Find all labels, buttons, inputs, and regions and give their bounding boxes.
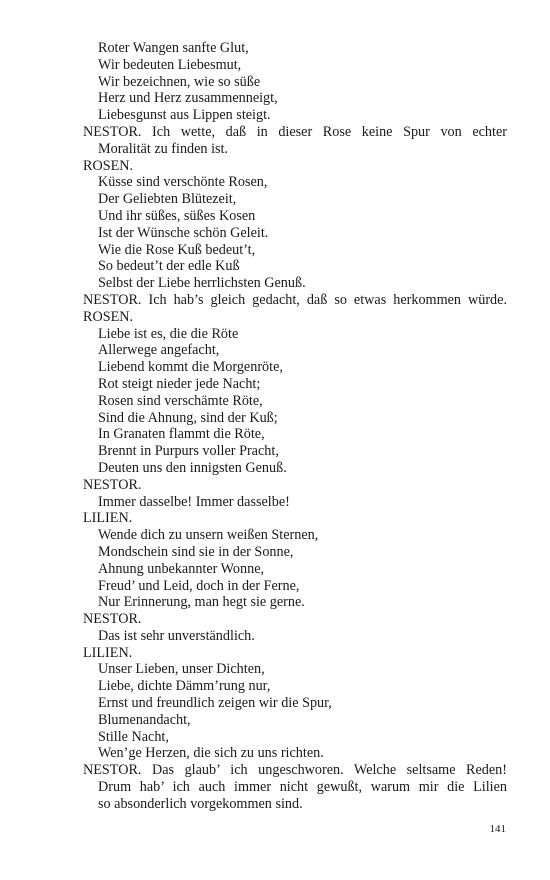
- text-line: NESTOR. Ich hab’s gleich gedacht, daß so etwas herkommen würde.: [83, 291, 507, 308]
- text-line: Wende dich zu unsern weißen Sternen,: [98, 527, 319, 544]
- text-line: Herz und Herz zusammenneigt,: [98, 90, 278, 107]
- text-line: ROSEN.: [83, 308, 134, 325]
- text-line: Freud’ und Leid, doch in der Ferne,: [98, 577, 300, 594]
- text-line: LILIEN.: [83, 644, 133, 661]
- text-line: Mondschein sind sie in der Sonne,: [98, 543, 294, 560]
- text-line: Das ist sehr unverständlich.: [98, 627, 255, 644]
- page-number: 141: [489, 823, 506, 835]
- text-line: Deuten uns den innigsten Genuß.: [98, 459, 287, 476]
- text-line: Küsse sind verschönte Rosen,: [98, 174, 268, 191]
- text-line: Ahnung unbekannter Wonne,: [98, 560, 265, 577]
- text-line: LILIEN.: [83, 510, 133, 527]
- text-line: So bedeut’t der edle Kuß: [98, 258, 240, 275]
- text-line: NESTOR.: [83, 476, 142, 493]
- text-line: Wir bezeichnen, wie so süße: [98, 73, 261, 90]
- text-line: Stille Nacht,: [98, 728, 169, 745]
- text-line: Rot steigt nieder jede Nacht;: [98, 375, 261, 392]
- text-line: Sind die Ahnung, sind der Kuß;: [98, 409, 278, 426]
- text-line: Immer dasselbe! Immer dasselbe!: [98, 493, 290, 510]
- text-line: Nur Erinnerung, man hegt sie gerne.: [98, 594, 305, 611]
- text-line: Ist der Wünsche schön Geleit.: [98, 224, 269, 241]
- text-line: Roter Wangen sanfte Glut,: [98, 40, 249, 56]
- text-line: Liebend kommt die Morgenröte,: [98, 359, 283, 376]
- text-line: Selbst der Liebe herrlichsten Genuß.: [98, 275, 306, 292]
- text-line: Rosen sind verschämte Röte,: [98, 392, 263, 409]
- text-line: Drum hab’ ich auch immer nicht gewußt, warum mir die Lilien: [98, 779, 507, 796]
- text-line: NESTOR.: [83, 611, 142, 628]
- text-line: Blumenandacht,: [98, 711, 191, 728]
- text-line: Allerwege angefacht,: [98, 342, 220, 359]
- text-line: Und ihr süßes, süßes Kosen: [98, 207, 256, 224]
- text-line: Wen’ge Herzen, die sich zu uns richten.: [98, 745, 324, 762]
- text-line: Liebesgunst aus Lippen steigt.: [98, 107, 271, 124]
- text-line: ROSEN.: [83, 157, 134, 174]
- text-line: Der Geliebten Blütezeit,: [98, 191, 237, 208]
- text-line: Moralität zu finden ist.: [98, 140, 229, 157]
- text-line: Liebe ist es, die die Röte: [98, 325, 239, 342]
- text-line: NESTOR. Ich wette, daß in dieser Rose keine Spur von echter: [83, 123, 507, 140]
- text-line: NESTOR. Das glaub’ ich ungeschworen. Welche seltsame Reden!: [83, 762, 507, 779]
- text-line: Wir bedeuten Liebesmut,: [98, 56, 242, 73]
- text-line: so absonderlich vorgekommen sind.: [98, 795, 303, 812]
- text-line: Wie die Rose Kuß bedeut’t,: [98, 241, 256, 258]
- text-line: Liebe, dichte Dämm’rung nur,: [98, 678, 271, 695]
- text-line: Brennt in Purpurs voller Pracht,: [98, 443, 279, 460]
- text-line: Ernst und freundlich zeigen wir die Spur,: [98, 695, 332, 712]
- page-text: [83, 40, 507, 813]
- text-line: Unser Lieben, unser Dichten,: [98, 661, 265, 678]
- text-line: In Granaten flammt die Röte,: [98, 426, 265, 443]
